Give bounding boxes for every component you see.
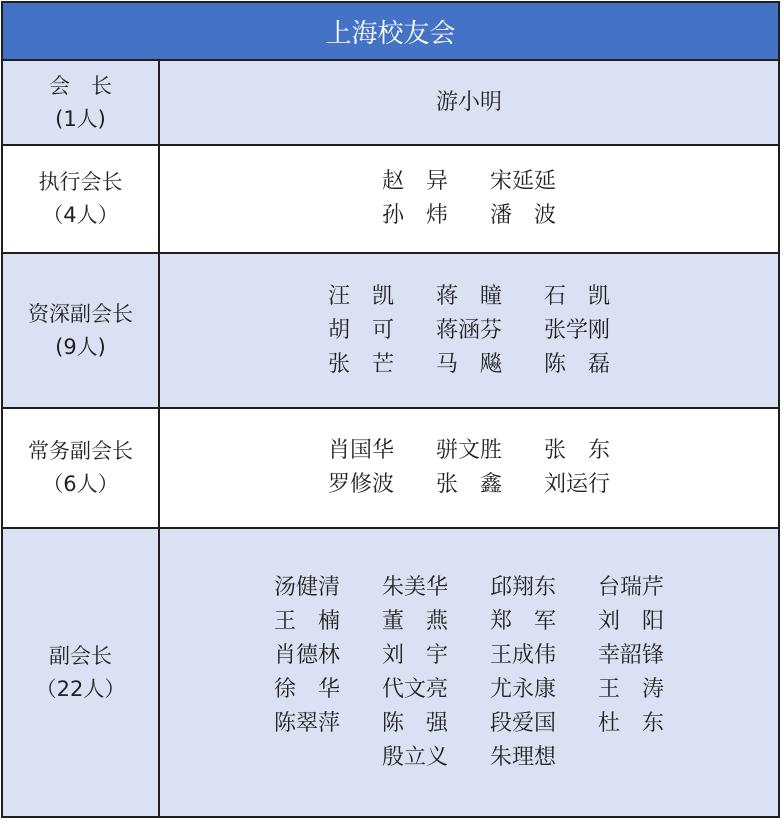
member-name: 陈翠萍	[273, 710, 340, 736]
member-name: 邱翔东	[489, 574, 556, 600]
names-cell	[160, 529, 778, 816]
member-name: 宋延延	[489, 169, 556, 194]
role-title: 副会长	[49, 643, 112, 668]
member-name: 台瑞芹	[597, 574, 664, 600]
names-grid	[325, 434, 613, 502]
role-cell	[3, 254, 160, 407]
role-cell	[3, 146, 160, 252]
member-name: 张学刚	[543, 317, 610, 343]
role-cell	[3, 61, 160, 144]
names-grid	[270, 571, 668, 775]
role-title: 常务副会长	[28, 439, 133, 463]
member-name: 王成伟	[489, 642, 556, 668]
section-row-senior-vp	[3, 254, 778, 409]
member-name: 马 飚	[435, 351, 502, 377]
member-name: 石 凯	[543, 283, 610, 309]
names-cell	[160, 61, 778, 144]
role-title: 会 长	[49, 73, 112, 98]
member-name: 郑 军	[489, 608, 556, 634]
names-cell	[160, 254, 778, 407]
member-name: 刘 宇	[381, 642, 448, 668]
section-row-vice-president	[3, 529, 778, 816]
member-name: 殷立义	[381, 744, 448, 770]
member-name: 王 楠	[273, 608, 340, 634]
section-row-executive	[3, 146, 778, 254]
role-count: （22人）	[35, 676, 126, 701]
member-name: 刘运行	[543, 472, 610, 497]
names-cell	[160, 409, 778, 527]
member-name: 王 涛	[597, 676, 664, 702]
member-name: 朱理想	[489, 744, 556, 770]
member-name: 肖德林	[273, 642, 340, 668]
member-name: 代文亮	[381, 676, 448, 702]
role-count: （4人）	[42, 203, 119, 227]
member-name: 孙 炜	[381, 203, 448, 228]
names-cell	[160, 146, 778, 252]
member-name: 汪 凯	[327, 283, 394, 309]
member-name: 汤健清	[273, 574, 340, 600]
role-cell	[3, 409, 160, 527]
role-cell	[3, 529, 160, 816]
names-grid	[325, 280, 613, 382]
member-name: 骈文胜	[435, 438, 502, 463]
section-row-standing-vp	[3, 409, 778, 529]
table-title: 上海校友会	[3, 3, 778, 61]
member-name: 段爱国	[489, 710, 556, 736]
alumni-roster-table	[1, 1, 780, 818]
member-name: 刘 阳	[597, 608, 664, 634]
section-row-president	[3, 61, 778, 146]
member-name: 张 芒	[327, 351, 394, 377]
names-grid	[379, 165, 559, 233]
member-name: 蒋涵芬	[435, 317, 502, 343]
member-name: 潘 波	[489, 203, 556, 228]
member-name: 董 燕	[381, 608, 448, 634]
member-name: 朱美华	[381, 574, 448, 600]
member-name: 徐 华	[273, 676, 340, 702]
role-count: （6人）	[42, 472, 119, 496]
role-title: 执行会长	[38, 170, 123, 194]
member-name: 张 鑫	[435, 472, 502, 497]
member-name: 肖国华	[327, 438, 394, 463]
member-name: 幸韶锋	[597, 642, 664, 668]
role-count: (9人)	[55, 334, 106, 359]
member-name: 杜 东	[597, 710, 664, 736]
member-name: 尤永康	[489, 676, 556, 702]
member-name: 游小明	[435, 89, 502, 115]
member-name: 张 东	[543, 438, 610, 463]
member-name: 胡 可	[327, 317, 394, 343]
member-name: 陈 磊	[543, 351, 610, 377]
member-name: 蒋 瞳	[435, 283, 502, 309]
role-count: (1人)	[55, 106, 106, 131]
member-name: 陈 强	[381, 710, 448, 736]
member-name: 赵 异	[381, 169, 448, 194]
member-name: 罗修波	[327, 472, 394, 497]
role-title: 资深副会长	[28, 301, 133, 326]
